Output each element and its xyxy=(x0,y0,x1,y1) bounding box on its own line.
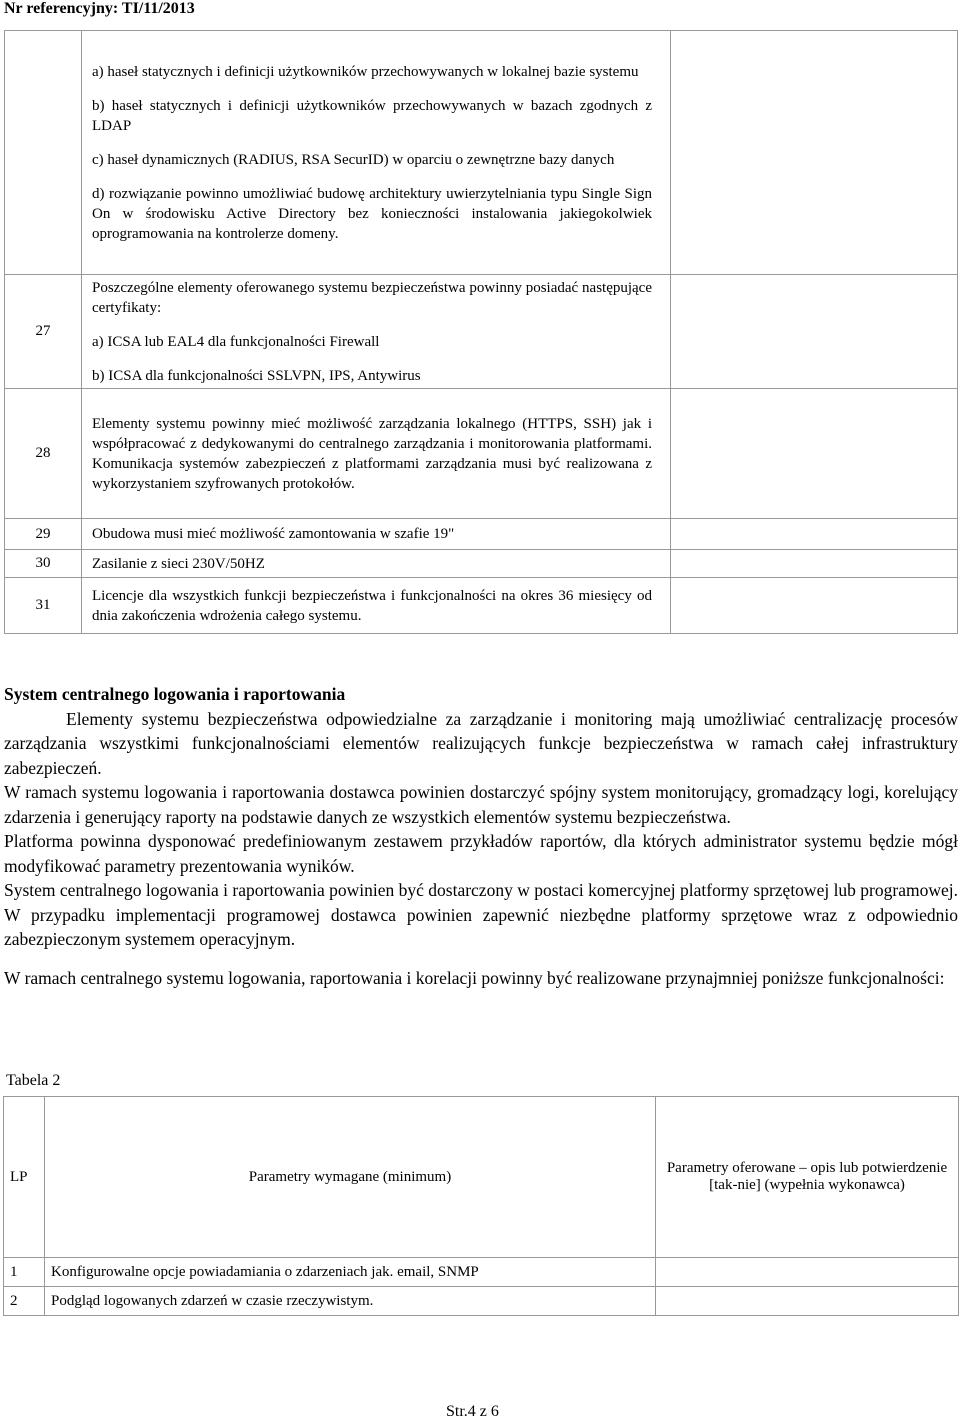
row-number: 30 xyxy=(5,550,82,578)
row-number: 28 xyxy=(5,389,82,519)
row-number: 31 xyxy=(5,578,82,634)
table-row xyxy=(5,31,958,275)
empty-cell xyxy=(671,275,958,389)
paragraph: System centralnego logowania i raportowania powinien być dostarczony w postaci komercyjnej platformy sprzętowej lub programowej. W przypadku implementacji programowej dostawca powinien zapewnić niezbędne platformy sprzętowe wraz z odpowiednio zabezpieczonym systemem operacyjnym. xyxy=(4,880,958,949)
row-content xyxy=(82,389,671,519)
row-offer-input[interactable] xyxy=(656,1258,959,1287)
reference-number: Nr referencyjny: TI/11/2013 xyxy=(4,0,195,17)
section-title: System centralnego logowania i raportowania xyxy=(4,684,346,704)
row-content xyxy=(82,31,671,275)
logging-section xyxy=(4,682,958,990)
table-row xyxy=(4,1258,959,1287)
row-number: 27 xyxy=(5,275,82,389)
empty-cell xyxy=(671,550,958,578)
empty-cell xyxy=(671,389,958,519)
row-content xyxy=(82,578,671,634)
table-row xyxy=(4,1287,959,1316)
row-number: 2 xyxy=(4,1287,45,1316)
table-row xyxy=(5,389,958,519)
header-required: Parametry wymagane (minimum) xyxy=(45,1097,656,1258)
row-number: 1 xyxy=(4,1258,45,1287)
empty-cell xyxy=(671,578,958,634)
header-offered: Parametry oferowane – opis lub potwierdzenie [tak-nie] (wypełnia wykonawca) xyxy=(656,1097,959,1258)
row-number xyxy=(5,31,82,275)
requirements-table-continued xyxy=(4,30,958,634)
list-item: c) haseł dynamicznych (RADIUS, RSA SecurID) w oparciu o zewnętrzne bazy danych xyxy=(92,151,615,168)
list-item: b) ICSA dla funkcjonalności SSLVPN, IPS, Antywirus xyxy=(92,367,421,384)
table-header-row xyxy=(4,1097,959,1258)
paragraph: Elementy systemu bezpieczeństwa odpowiedzialne za zarządzanie i monitoring mają umożliwiać centralizację procesów zarządzania wszystkimi funkcjonalnościami elementów realizujących funkcje bezpieczeństwa w ramach całej infrastruktury zabezpieczeń. xyxy=(4,708,958,778)
header-lp: LP xyxy=(4,1097,45,1258)
page-number: Str.4 z 6 xyxy=(446,1403,499,1420)
empty-cell xyxy=(671,31,958,275)
table-row xyxy=(5,275,958,389)
functionality-table xyxy=(3,1096,959,1316)
empty-cell xyxy=(671,519,958,550)
row-requirement: Konfigurowalne opcje powiadamiania o zdarzeniach jak. email, SNMP xyxy=(45,1258,656,1287)
list-item: a) haseł statycznych i definicji użytkowników przechowywanych w lokalnej bazie systemu xyxy=(92,63,639,80)
list-item: b) haseł statycznych i definicji użytkowników przechowywanych w bazach zgodnych z LDAP xyxy=(92,97,652,134)
table-row xyxy=(5,578,958,634)
row-content xyxy=(82,275,671,389)
table-row xyxy=(5,550,958,578)
row-requirement: Podgląd logowanych zdarzeń w czasie rzeczywistym. xyxy=(45,1287,656,1316)
table-row xyxy=(5,519,958,550)
list-item: d) rozwiązanie powinno umożliwiać budowę architektury uwierzytelniania typu Single Sign On w środowisku Active Directory bez konieczności instalowania jakiegokolwiek oprogramowania na kontrolerze domeny. xyxy=(92,185,652,242)
row-number: 29 xyxy=(5,519,82,550)
list-item: Elementy systemu powinny mieć możliwość zarządzania lokalnego (HTTPS, SSH) jak i współpracować z dedykowanymi do centralnego zarządzania i monitorowania platformami. Komunikacja systemów zabezpieczeń z platformami zarządzania musi być realizowana z wykorzystaniem szyfrowanych protokołów. xyxy=(92,415,652,492)
list-item: Licencje dla wszystkich funkcji bezpieczeństwa i funkcjonalności na okres 36 miesięcy od dnia zakończenia wdrożenia całego systemu. xyxy=(92,587,652,624)
row-content: Zasilanie z sieci 230V/50HZ xyxy=(82,550,671,578)
paragraph: W ramach systemu logowania i raportowania dostawca powinien dostarczyć spójny system monitorujący, gromadzący logi, korelujący zdarzenia i generujący raporty na podstawie danych ze wszystkich elementów systemu bezpieczeństwa. xyxy=(4,782,958,827)
row-content: Obudowa musi mieć możliwość zamontowania w szafie 19" xyxy=(82,519,671,550)
paragraph: Platforma powinna dysponować predefiniowanym zestawem przykładów raportów, dla których administrator systemu będzie mógł modyfikować parametry prezentowania wyników. xyxy=(4,831,958,876)
row-offer-input[interactable] xyxy=(656,1287,959,1316)
list-item: Poszczególne elementy oferowanego systemu bezpieczeństwa powinny posiadać następujące certyfikaty: xyxy=(92,279,652,316)
list-item: a) ICSA lub EAL4 dla funkcjonalności Firewall xyxy=(92,333,380,350)
paragraph: W ramach centralnego systemu logowania, raportowania i korelacji powinny być realizowane przynajmniej poniższe funkcjonalności: xyxy=(4,967,945,988)
table-caption: Tabela 2 xyxy=(6,1072,61,1089)
